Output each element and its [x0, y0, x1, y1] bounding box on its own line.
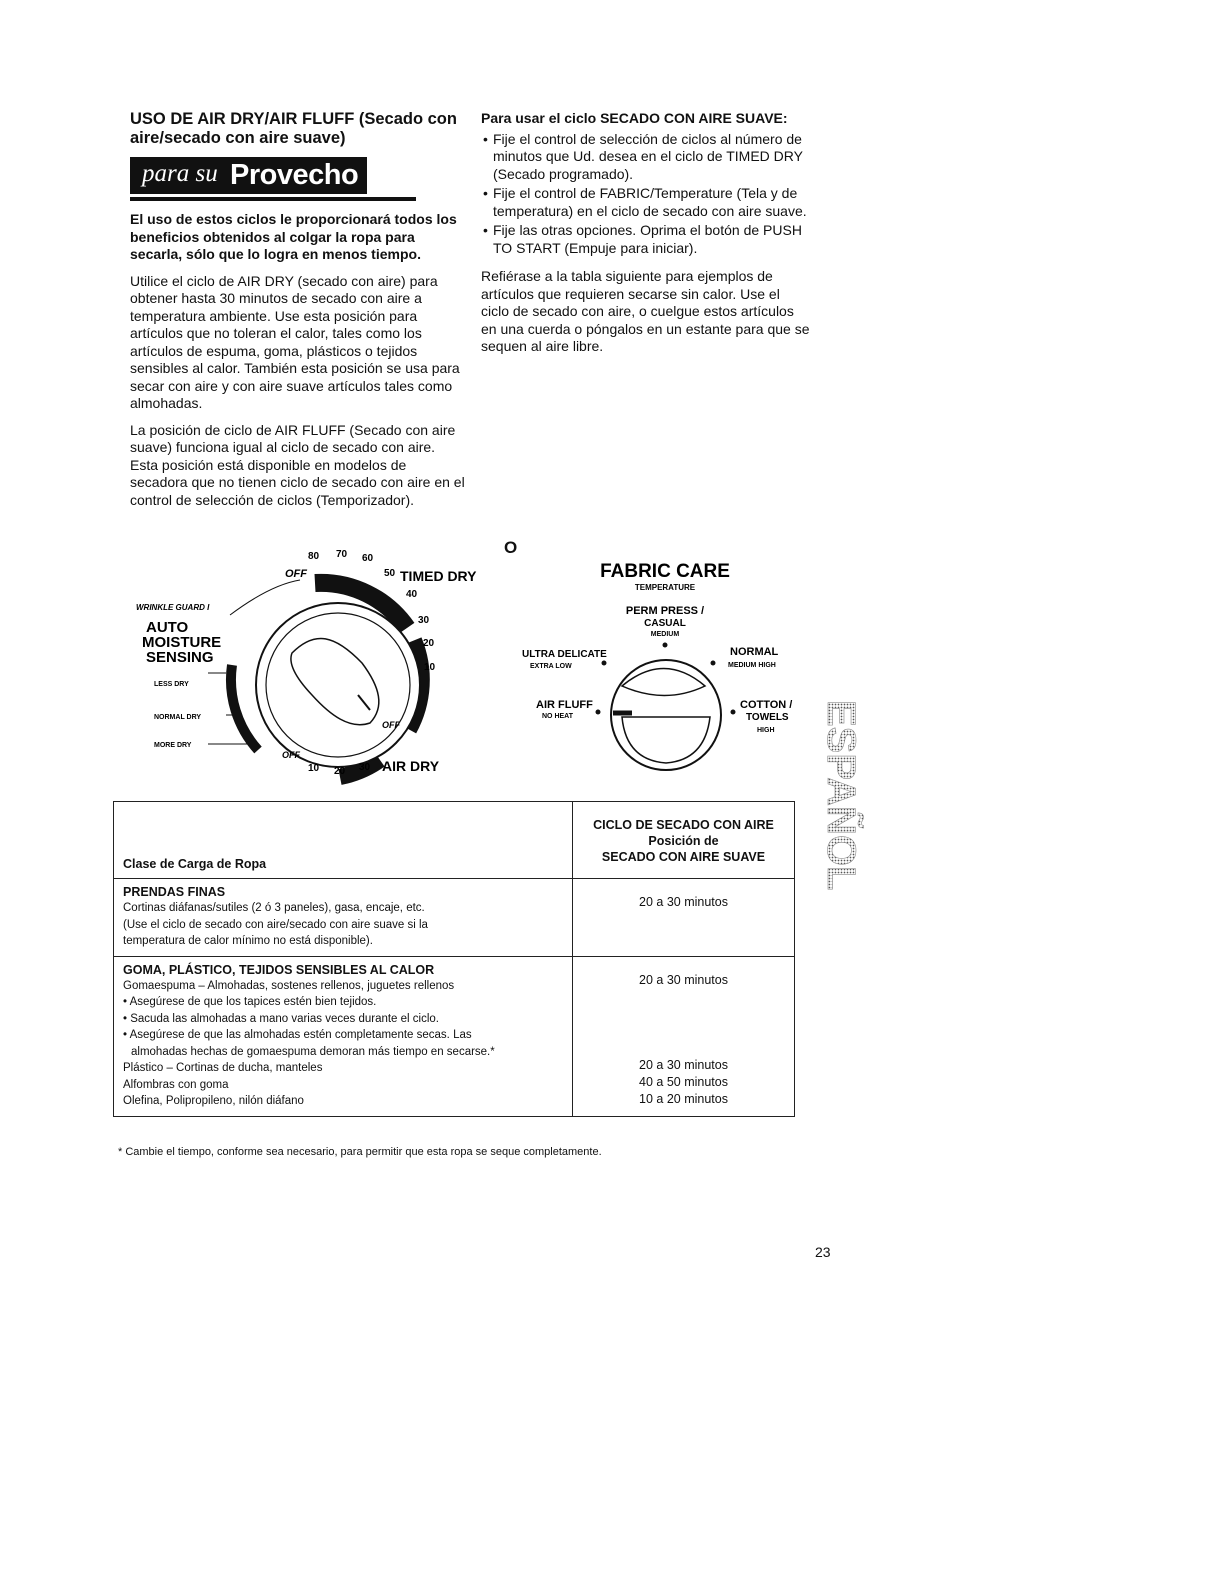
- row2-line: Olefina, Polipropileno, nilón diáfano: [123, 1095, 304, 1107]
- footnote: * Cambie el tiempo, conforme sea necesario, para permitir que esta ropa se seque completamente.: [118, 1146, 602, 1158]
- bullet-text: Asegúrese de que las almohadas estén completamente secas. Las almohadas hechas de gomaespuma demoran más tiempo en secarse.*: [129, 1029, 495, 1058]
- time-value: 20 a 30 minutos: [639, 972, 728, 987]
- cycle-dial-illustration: [130, 545, 500, 785]
- row2-line: Alfombras con goma: [123, 1078, 229, 1091]
- air-dry-label: AIR DRY: [382, 758, 440, 774]
- section-heading: USO DE AIR DRY/AIR FLUFF (Secado con aire/secado con aire suave): [130, 110, 457, 147]
- tick-label: 20: [334, 766, 346, 777]
- tick-label: 30: [418, 615, 430, 626]
- extra-low-label: EXTRA LOW: [530, 663, 572, 670]
- row2-line: Plástico – Cortinas de ducha, manteles: [123, 1062, 323, 1074]
- table-header-row: [114, 802, 795, 879]
- row2-description: [114, 956, 573, 1116]
- table-row: [114, 879, 795, 957]
- or-label: O: [504, 538, 518, 557]
- normal-dry-label: NORMAL DRY: [154, 714, 202, 721]
- air-fluff-paragraph: La posición de ciclo de AIR FLUFF (Secado con aire suave) funciona igual al ciclo de secado con aire. Esta posición está disponible en modelos de secadora que no tienen ciclo de secado con aire en el control de selección de ciclos (Temporizador).: [130, 421, 465, 508]
- cycle-knob: [256, 603, 420, 767]
- tick-label: 80: [308, 551, 320, 562]
- bullet-text: Sacuda las almohadas a mano varias veces durante el ciclo.: [130, 1012, 439, 1025]
- wrinkle-guard-label: WRINKLE GUARD I: [136, 603, 210, 612]
- medium-label: MEDIUM: [650, 631, 680, 638]
- row1-description: [114, 879, 573, 957]
- off-label: OFF: [282, 750, 300, 760]
- row2-bullet: • Asegúrese de que las almohadas estén completamente secas. Las almohadas hechas de gomaespuma demoran más tiempo en secarse.*: [123, 1029, 495, 1058]
- time-value: 10 a 20 minutos: [639, 1091, 728, 1106]
- banner-small-text: para su: [142, 160, 218, 187]
- sensing-label: SENSING: [146, 649, 214, 666]
- bullet-text: Asegúrese de que los tapices estén bien tejidos.: [129, 996, 377, 1008]
- col2-header: [573, 802, 795, 879]
- drying-table: [113, 801, 795, 1117]
- row2-line: Gomaespuma – Almohadas, sostenes rellenos, juguetes rellenos: [123, 979, 455, 992]
- tick-label: 30: [359, 762, 371, 773]
- off-label: OFF: [382, 720, 400, 730]
- auto-label: AUTO: [146, 619, 189, 636]
- casual-label: CASUAL: [644, 618, 686, 629]
- right-heading: Para usar el ciclo SECADO CON AIRE SUAVE:: [481, 110, 788, 126]
- tick-label: 50: [384, 568, 396, 579]
- header-line: CICLO DE SECADO CON AIRE: [593, 818, 774, 832]
- medium-high-label: MEDIUM HIGH: [728, 662, 776, 669]
- header-line: SECADO CON AIRE SUAVE: [601, 850, 766, 864]
- temperature-label: TEMPERATURE: [634, 583, 696, 592]
- page-number: 23: [815, 1244, 831, 1260]
- row1-line: (Use el ciclo de secado con aire/secado con aire suave si la: [123, 918, 428, 931]
- towels-label: TOWELS: [746, 712, 789, 723]
- fabric-care-title: FABRIC CARE: [600, 561, 730, 582]
- intro-paragraph: El uso de estos ciclos le proporcionará todos los beneficios obtenidos al colgar la ropa para secarla, sólo que lo logra en menos tiempo.: [130, 211, 457, 262]
- provecho-banner: [130, 157, 465, 201]
- ultra-delicate-label: ULTRA DELICATE: [522, 649, 607, 660]
- normal-label: NORMAL: [730, 646, 779, 658]
- more-dry-label: MORE DRY: [154, 742, 192, 749]
- air-fluff-label: AIR FLUFF: [536, 699, 593, 711]
- tick-label: 40: [406, 589, 418, 600]
- less-dry-label: LESS DRY: [154, 681, 189, 688]
- moisture-arc: [231, 665, 258, 750]
- list-item: • Fije el control de selección de ciclos al número de minutos que Ud. desea en el ciclo de TIMED DRY (Secado programado).: [481, 131, 811, 184]
- no-heat-label: NO HEAT: [542, 713, 573, 720]
- moisture-label: MOISTURE: [142, 634, 222, 651]
- cotton-label: COTTON /: [740, 699, 793, 711]
- time-value: 20 a 30 minutos: [639, 1057, 728, 1072]
- header-line: Posición de: [648, 834, 719, 848]
- time-value: 40 a 50 minutos: [639, 1074, 728, 1089]
- row2-bullet: • Asegúrese de que los tapices estén bien tejidos.: [123, 996, 377, 1008]
- col1-header: Clase de Carga de Ropa: [114, 802, 573, 879]
- perm-press-label: PERM PRESS /: [625, 605, 705, 617]
- row2-times: [573, 956, 795, 1116]
- tick-label: 60: [362, 553, 374, 564]
- banner-big-text: Provecho: [230, 159, 359, 191]
- reference-paragraph: Refiérase a la tabla siguiente para ejemplos de artículos que requieren secarse sin calor. Use el ciclo de secado con aire, o cuelgue estos artículos en una cuerda o póngalos en un estante para que se sequen al aire libre.: [481, 268, 810, 354]
- row1-title: PRENDAS FINAS: [123, 885, 226, 899]
- off-label: OFF: [285, 568, 307, 580]
- air-dry-paragraph: Utilice el ciclo de AIR DRY (secado con aire) para obtener hasta 30 minutos de secado con aire a temperatura ambiente. Use esta posición para artículos que no toleran el calor, tales como los artículos de espuma, goma, plásticos o tejidos sensibles al calor. También esta posición se usa para secar con aire y con aire suave artículos tales como almohadas.: [130, 272, 460, 411]
- tick-label: 10: [424, 662, 436, 673]
- list-item: • Fije las otras opciones. Oprima el botón de PUSH TO START (Empuje para iniciar).: [481, 222, 811, 257]
- fabric-care-dial-illustration: [520, 555, 810, 785]
- row1-time: 20 a 30 minutos: [573, 879, 795, 957]
- table-row: [114, 956, 795, 1116]
- row1-line: Cortinas diáfanas/sutiles (2 ó 3 paneles), gasa, encaje, etc.: [123, 902, 425, 914]
- left-column: [130, 110, 465, 518]
- tick-label: 10: [308, 763, 320, 774]
- banner-rule: [130, 197, 416, 201]
- tick-label: 70: [336, 549, 348, 560]
- espanol-text: ESPAÑOL: [819, 700, 863, 891]
- row2-title: GOMA, PLÁSTICO, TEJIDOS SENSIBLES AL CALOR: [123, 962, 435, 977]
- instructions-list: [481, 131, 811, 258]
- timed-dry-label: TIMED DRY: [400, 568, 477, 584]
- list-item: • Fije el control de FABRIC/Temperature (Tela y de temperatura) en el ciclo de secado con aire suave.: [481, 185, 811, 220]
- espanol-side-label: [808, 700, 878, 920]
- row1-line: temperatura de calor mínimo no está disponible).: [123, 935, 373, 947]
- tick-label: 20: [423, 638, 435, 649]
- high-label: HIGH: [757, 727, 775, 734]
- row2-bullet: • Sacuda las almohadas a mano varias veces durante el ciclo.: [123, 1012, 439, 1025]
- right-column: [481, 110, 811, 365]
